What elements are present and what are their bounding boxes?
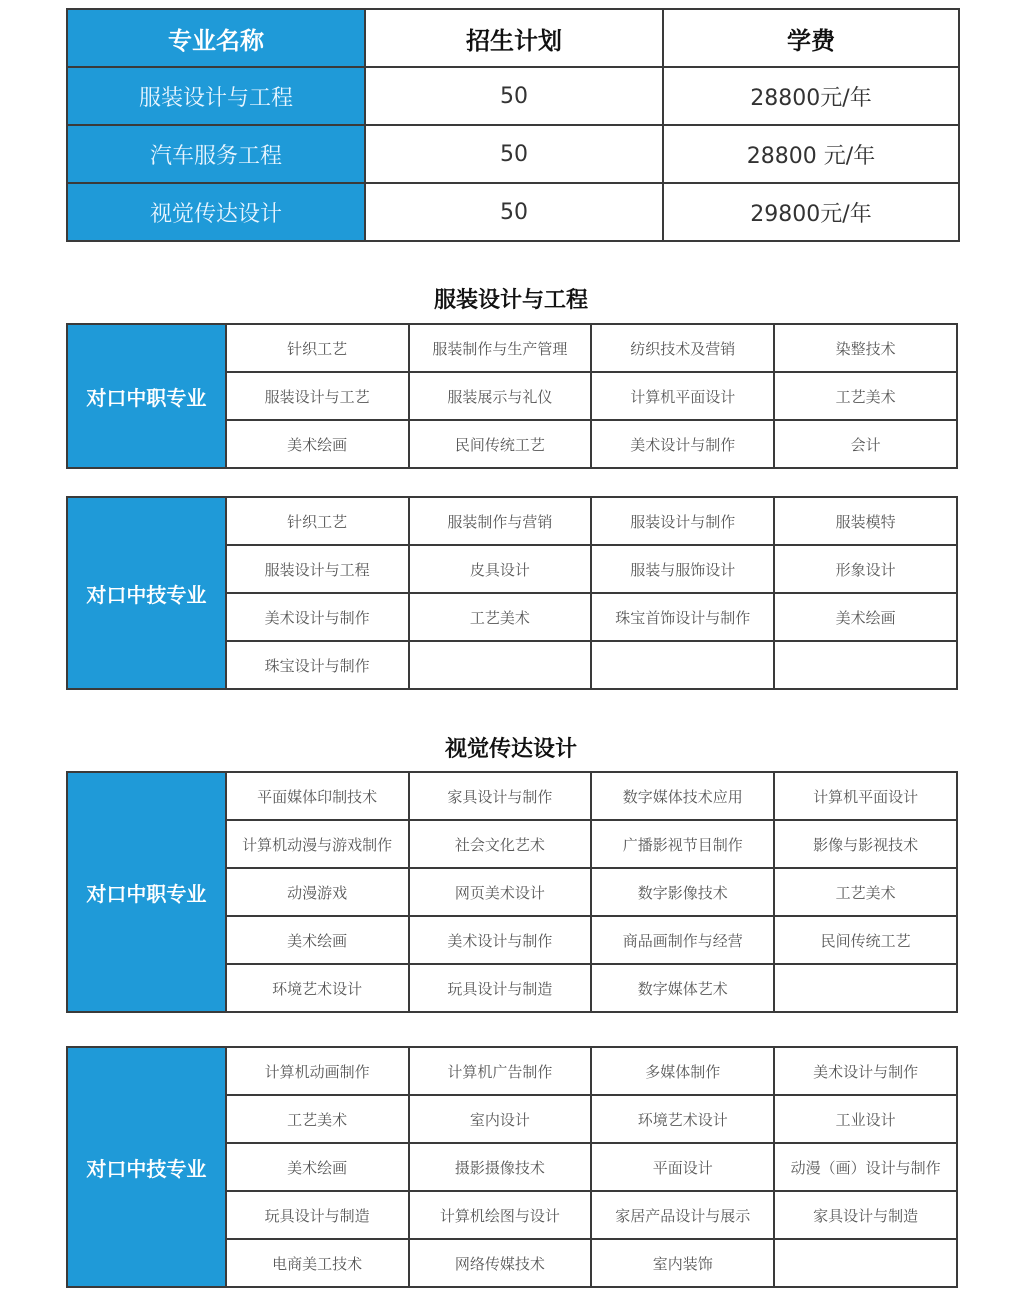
subject-cell: 玩具设计与制造 xyxy=(409,964,592,1012)
subject-cell: 网络传媒技术 xyxy=(409,1239,592,1287)
subject-cell xyxy=(591,641,774,689)
subject-cell: 美术设计与制作 xyxy=(591,420,774,468)
subject-cell: 针织工艺 xyxy=(226,497,409,545)
subject-cell: 染整技术 xyxy=(774,324,957,372)
subject-table xyxy=(66,496,958,690)
subject-cell xyxy=(409,641,592,689)
subject-cell: 商品画制作与经营 xyxy=(591,916,774,964)
section-title-visual: 视觉传达设计 xyxy=(444,737,577,762)
subject-cell: 珠宝设计与制作 xyxy=(226,641,409,689)
tuition-cell: 29800元/年 xyxy=(663,183,959,241)
subject-cell: 民间传统工艺 xyxy=(409,420,592,468)
subject-cell: 计算机平面设计 xyxy=(591,372,774,420)
subject-cell xyxy=(774,641,957,689)
tuition-cell: 28800元/年 xyxy=(663,67,959,125)
subject-cell: 计算机广告制作 xyxy=(409,1047,592,1095)
subject-cell: 摄影摄像技术 xyxy=(409,1143,592,1191)
subject-cell: 平面设计 xyxy=(591,1143,774,1191)
subject-cell: 服装与服饰设计 xyxy=(591,545,774,593)
header-tuition: 学费 xyxy=(663,9,959,67)
subject-cell: 数字媒体艺术 xyxy=(591,964,774,1012)
subject-cell: 网页美术设计 xyxy=(409,868,592,916)
subject-table xyxy=(66,771,958,1013)
table-row xyxy=(67,125,959,183)
subject-cell: 计算机动画制作 xyxy=(226,1047,409,1095)
major-name-cell: 汽车服务工程 xyxy=(67,125,365,183)
subject-cell: 工艺美术 xyxy=(774,868,957,916)
subject-cell: 工艺美术 xyxy=(226,1095,409,1143)
subject-cell: 室内装饰 xyxy=(591,1239,774,1287)
subject-cell: 动漫（画）设计与制作 xyxy=(774,1143,957,1191)
subject-cell: 美术绘画 xyxy=(226,916,409,964)
subject-cell: 美术绘画 xyxy=(226,420,409,468)
subject-cell: 皮具设计 xyxy=(409,545,592,593)
subject-cell: 美术设计与制作 xyxy=(226,593,409,641)
subject-cell: 美术设计与制作 xyxy=(409,916,592,964)
subject-cell: 广播影视节目制作 xyxy=(591,820,774,868)
subject-cell: 影像与影视技术 xyxy=(774,820,957,868)
subject-cell: 多媒体制作 xyxy=(591,1047,774,1095)
section-title-fashion: 服装设计与工程 xyxy=(433,288,588,313)
subject-cell: 数字影像技术 xyxy=(591,868,774,916)
fees-table xyxy=(66,8,960,242)
subject-cell: 电商美工技术 xyxy=(226,1239,409,1287)
subject-cell xyxy=(774,1239,957,1287)
header-major-name: 专业名称 xyxy=(67,9,365,67)
table-row xyxy=(67,67,959,125)
subject-cell: 服装模特 xyxy=(774,497,957,545)
subject-cell: 工艺美术 xyxy=(774,372,957,420)
enrollment-cell: 50 xyxy=(365,67,663,125)
header-enrollment-plan: 招生计划 xyxy=(365,9,663,67)
subject-cell: 会计 xyxy=(774,420,957,468)
group-label: 对口中技专业 xyxy=(67,1047,226,1287)
subject-cell: 工业设计 xyxy=(774,1095,957,1143)
subject-cell: 服装展示与礼仪 xyxy=(409,372,592,420)
enrollment-cell: 50 xyxy=(365,183,663,241)
subject-cell: 玩具设计与制造 xyxy=(226,1191,409,1239)
subject-cell: 形象设计 xyxy=(774,545,957,593)
subject-cell: 环境艺术设计 xyxy=(226,964,409,1012)
fees-header-row xyxy=(67,9,959,67)
subject-cell: 计算机平面设计 xyxy=(774,772,957,820)
subject-cell: 珠宝首饰设计与制作 xyxy=(591,593,774,641)
table-row xyxy=(67,324,957,372)
subject-cell: 服装设计与工程 xyxy=(226,545,409,593)
subject-cell: 美术设计与制作 xyxy=(774,1047,957,1095)
subject-cell: 美术绘画 xyxy=(774,593,957,641)
major-name-cell: 视觉传达设计 xyxy=(67,183,365,241)
subject-cell: 室内设计 xyxy=(409,1095,592,1143)
subject-cell xyxy=(774,964,957,1012)
subject-table xyxy=(66,1046,958,1288)
enrollment-cell: 50 xyxy=(365,125,663,183)
subject-cell: 服装制作与营销 xyxy=(409,497,592,545)
subject-cell: 动漫游戏 xyxy=(226,868,409,916)
subject-cell: 社会文化艺术 xyxy=(409,820,592,868)
subject-cell: 家具设计与制作 xyxy=(409,772,592,820)
subject-table xyxy=(66,323,958,469)
subject-cell: 环境艺术设计 xyxy=(591,1095,774,1143)
subject-cell: 针织工艺 xyxy=(226,324,409,372)
subject-cell: 家具设计与制造 xyxy=(774,1191,957,1239)
table-row xyxy=(67,772,957,820)
group-label: 对口中职专业 xyxy=(67,324,226,468)
table-row xyxy=(67,1047,957,1095)
tuition-cell: 28800 元/年 xyxy=(663,125,959,183)
subject-cell: 服装制作与生产管理 xyxy=(409,324,592,372)
major-name-cell: 服装设计与工程 xyxy=(67,67,365,125)
table-row xyxy=(67,497,957,545)
subject-cell: 数字媒体技术应用 xyxy=(591,772,774,820)
group-label: 对口中职专业 xyxy=(67,772,226,1012)
subject-cell: 平面媒体印制技术 xyxy=(226,772,409,820)
subject-cell: 计算机动漫与游戏制作 xyxy=(226,820,409,868)
subject-cell: 美术绘画 xyxy=(226,1143,409,1191)
subject-cell: 服装设计与制作 xyxy=(591,497,774,545)
subject-cell: 计算机绘图与设计 xyxy=(409,1191,592,1239)
table-row xyxy=(67,183,959,241)
subject-cell: 民间传统工艺 xyxy=(774,916,957,964)
subject-cell: 工艺美术 xyxy=(409,593,592,641)
subject-cell: 纺织技术及营销 xyxy=(591,324,774,372)
subject-cell: 服装设计与工艺 xyxy=(226,372,409,420)
group-label: 对口中技专业 xyxy=(67,497,226,689)
subject-cell: 家居产品设计与展示 xyxy=(591,1191,774,1239)
